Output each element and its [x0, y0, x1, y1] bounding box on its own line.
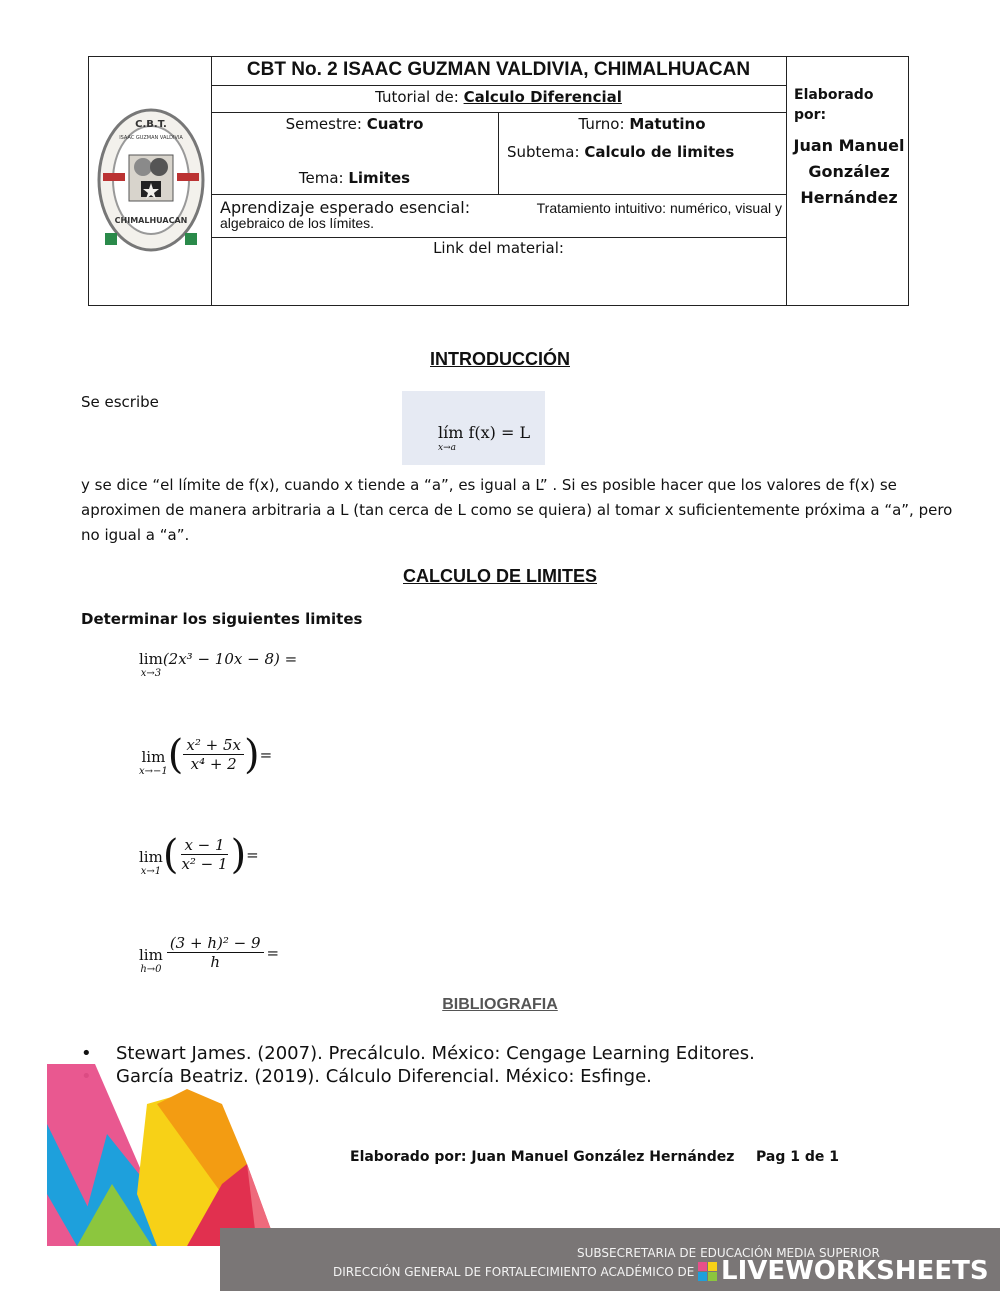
- intro-paragraph: [81, 473, 953, 548]
- author-line-2: González: [808, 162, 890, 181]
- bullet: •: [81, 1043, 92, 1064]
- tema-row: [211, 169, 498, 187]
- lim-subscript: x→−1: [139, 766, 168, 777]
- turno-value: Matutino: [629, 115, 706, 133]
- tutorial-label: Tutorial de:: [375, 88, 459, 106]
- watermark-text: LIVEWORKSHEETS: [721, 1256, 989, 1286]
- semestre-value: Cuatro: [366, 115, 424, 133]
- lim-operator: [139, 748, 168, 777]
- exercise-4: [139, 930, 279, 975]
- author-line-1: Juan Manuel: [793, 136, 905, 155]
- exercise-3: [139, 832, 259, 877]
- exercise-2: [139, 732, 272, 777]
- calculo-heading: CALCULO DE LIMITES: [403, 566, 597, 586]
- elaborado-label: Elaborado por:: [794, 87, 874, 123]
- aprendizaje-label: Aprendizaje esperado esencial:: [220, 198, 471, 217]
- list-item: [81, 1042, 755, 1065]
- numerator: (3 + h)² − 9: [167, 934, 264, 953]
- lim-operator: [139, 650, 163, 679]
- direccion-text: DIRECCIÓN GENERAL DE FORTALECIMIENTO ACADÉMICO DE: [333, 1265, 695, 1279]
- tema-value: Limites: [348, 169, 411, 187]
- formula-main: lím f(x) = L: [438, 423, 531, 442]
- right-paren: ): [243, 731, 260, 778]
- lim-operator: [139, 946, 163, 975]
- tutorial-value: Calculo Diferencial: [463, 88, 622, 106]
- formula-sub: x→a: [438, 443, 456, 453]
- liveworksheets-m-logo: [47, 1064, 277, 1248]
- numerator: x² + 5x: [183, 736, 244, 755]
- divider: [786, 57, 787, 305]
- lim-text: lim: [139, 650, 163, 668]
- subtema-row: [507, 143, 782, 161]
- intro-line-1: y se dice “el límite de f(x), cuando x tiende a “a”, es igual a L” . Si es posible hacer que los valores de f(x) se: [81, 476, 897, 494]
- aprendizaje-row: [220, 198, 782, 231]
- fraction: [167, 934, 264, 971]
- subsecretaria-text: SUBSECRETARIA DE EDUCACIÓN MEDIA SUPERIOR: [577, 1246, 880, 1260]
- limit-definition-formula: [402, 391, 545, 465]
- watermark-icon: [698, 1262, 717, 1281]
- header-table: [88, 56, 909, 306]
- lim-subscript: x→3: [140, 668, 162, 679]
- author-name: [789, 133, 909, 211]
- subtema-value: Calculo de limites: [584, 143, 735, 161]
- turno-label: Turno:: [578, 115, 625, 133]
- turno-row: [498, 115, 786, 133]
- aprendizaje-value-2: algebraico de los límites.: [220, 215, 375, 231]
- lim-text: lim: [139, 848, 163, 866]
- denominator: x⁴ + 2: [190, 755, 237, 773]
- right-paren: ): [230, 831, 247, 878]
- bib-entry: Stewart James. (2007). Precálculo. México: Cengage Learning Editores.: [116, 1043, 755, 1064]
- lim-subscript: x→1: [140, 866, 162, 877]
- fraction: [183, 736, 244, 773]
- numerator: x − 1: [181, 836, 227, 855]
- denominator: x² − 1: [181, 855, 228, 873]
- svg-text:CHIMALHUACAN: CHIMALHUACAN: [114, 216, 188, 225]
- page-number: Pag 1 de 1: [756, 1149, 839, 1165]
- tutorial-row: [211, 88, 786, 106]
- school-logo: [95, 105, 207, 255]
- bibliografia-heading: BIBLIOGRAFIA: [442, 996, 558, 1013]
- bib-entry: García Beatriz. (2019). Cálculo Diferencial. México: Esfinge.: [116, 1066, 652, 1087]
- lim-text: lim: [141, 748, 166, 766]
- equals: =: [246, 845, 259, 864]
- lim-operator: [139, 848, 163, 877]
- divider: [211, 194, 786, 195]
- svg-text:ISAAC GUZMAN VALDIVIA: ISAAC GUZMAN VALDIVIA: [119, 135, 183, 141]
- subtema-label: Subtema:: [507, 143, 580, 161]
- expression: (2x³ − 10x − 8) =: [162, 650, 298, 668]
- intro-heading: INTRODUCCIÓN: [430, 349, 570, 369]
- instruction: Determinar los siguientes limites: [81, 610, 363, 628]
- se-escribe: Se escribe: [81, 393, 159, 411]
- school-name: CBT No. 2 ISAAC GUZMAN VALDIVIA, CHIMALHUACAN: [246, 59, 751, 80]
- author-line-3: Hernández: [800, 188, 898, 207]
- lim-subscript: h→0: [140, 964, 162, 975]
- divider: [211, 237, 786, 238]
- exercise-1: [139, 650, 297, 679]
- watermark: [698, 1256, 989, 1286]
- svg-text:C.B.T.: C.B.T.: [135, 119, 167, 130]
- lim-text: lim: [139, 946, 163, 964]
- equals: =: [266, 943, 280, 962]
- footer-author: Elaborado por: Juan Manuel González Hernández: [350, 1149, 735, 1165]
- intro-line-2: aproximen de manera arbitraria a L (tan cerca de L como se quiera) al tomar x suficientemente próxima a “a”, pero: [81, 501, 953, 519]
- left-paren: (: [167, 731, 184, 778]
- aprendizaje-value-1: Tratamiento intuitivo: numérico, visual y: [536, 200, 782, 216]
- tema-label: Tema:: [298, 169, 344, 187]
- semestre-label: Semestre:: [285, 115, 362, 133]
- divider: [211, 85, 786, 86]
- fraction: [178, 836, 230, 873]
- denominator: h: [210, 953, 220, 971]
- link-label: Link del material:: [433, 239, 564, 257]
- semestre-row: [211, 115, 498, 133]
- equals: =: [259, 745, 273, 764]
- left-paren: (: [162, 831, 179, 878]
- intro-line-3: no igual a “a”.: [81, 526, 190, 544]
